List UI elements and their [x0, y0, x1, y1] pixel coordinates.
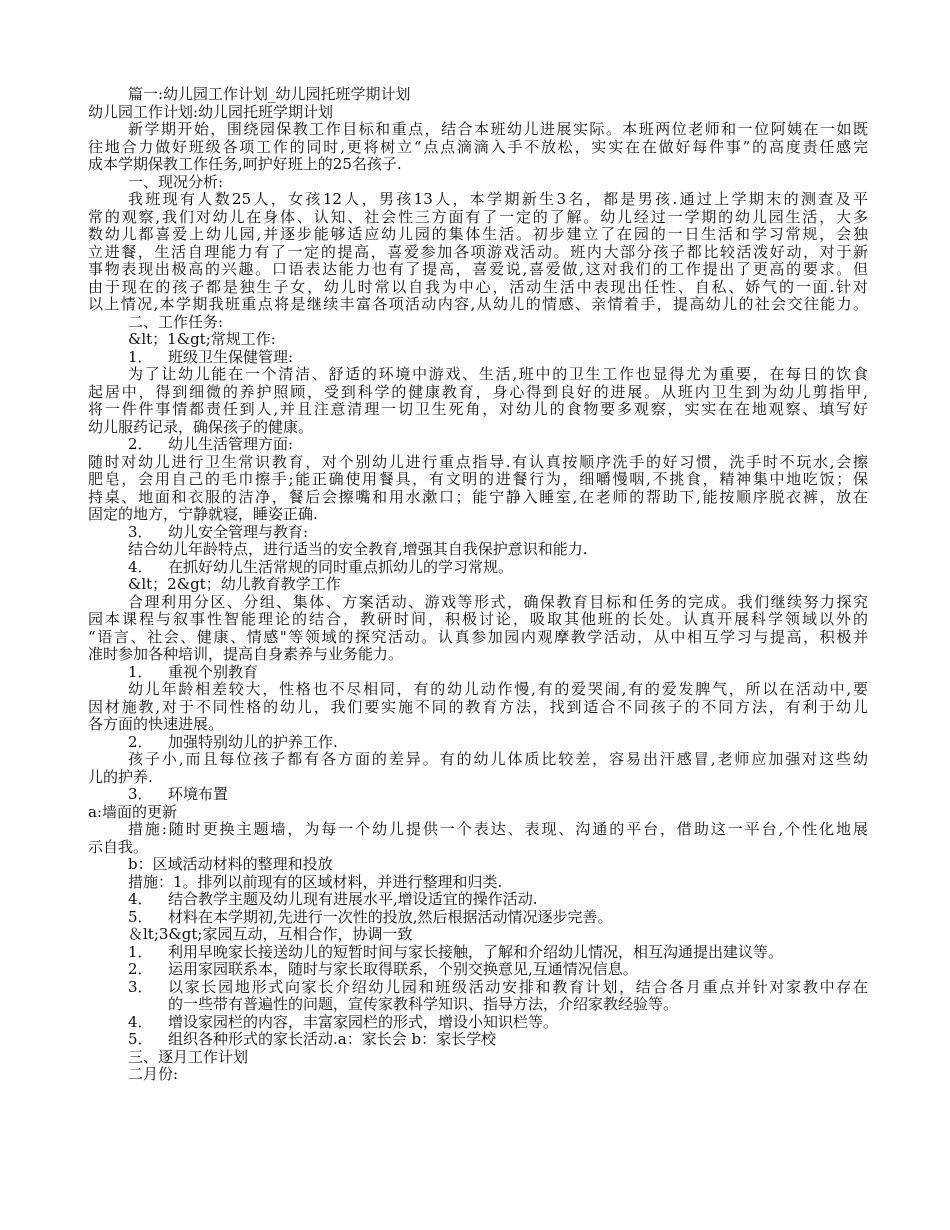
text-line [88, 716, 868, 734]
text-line [88, 611, 868, 629]
text-line [88, 86, 868, 104]
line-text: 的一些带有普遍性的问题，宣传家教科学知识、指导方法，介绍家教经验等。 [168, 995, 679, 1013]
list-number: 5． [128, 907, 153, 926]
list-number: 4． [128, 557, 153, 576]
text-line [88, 944, 868, 962]
text-line [88, 279, 868, 297]
list-number: 3． [128, 785, 153, 803]
line-text: 措施:随时更换主题墙，为每一个幼儿提供一个表达、表现、沟通的平台，借助这一平台,个性化地展 [128, 820, 868, 838]
line-text: 孩子小,而且每位孩子都有各方面的差异。有的幼儿体质比较差，容易出汗感冒,老师应加强对这些幼 [128, 750, 868, 768]
text-line [88, 471, 868, 489]
line-text: 一、现况分析: [128, 172, 224, 191]
text-line [88, 436, 868, 454]
text-line [88, 681, 868, 699]
line-text: 由于现在的孩子都是独生子女，幼儿时常以自我为中心，活动生活中表现出任性、自私、娇气的一面.针对 [88, 277, 868, 296]
text-line [88, 751, 868, 769]
text-line [88, 524, 868, 542]
line-text: 材料在本学期初,先进行一次性的投放,然后根据活动情况逐步完善。 [168, 907, 613, 926]
text-line [88, 961, 868, 979]
text-line [88, 559, 868, 577]
text-line [88, 244, 868, 262]
text-line [88, 226, 868, 244]
text-line [88, 804, 868, 822]
line-text: 三、逐月工作计划 [128, 1047, 249, 1066]
line-text: 二月份: [128, 1065, 179, 1083]
line-text: b：区域活动材料的整理和投放 [128, 855, 333, 873]
line-text: &lt；2&gt；幼儿教育教学工作 [128, 575, 341, 593]
text-line [88, 1014, 868, 1032]
line-text: 因材施教,对于不同性格的幼儿，我们要实施不同的教育方法，找到适合不同孩子的不同方法，有利于幼儿 [88, 697, 868, 716]
line-text: 各方面的快速进展。 [88, 715, 224, 733]
line-text: 固定的地方，宁静就寝，睡姿正确. [88, 505, 318, 523]
line-text: 幼儿年龄相差较大，性格也不尽相同，有的幼儿动作慢,有的爱哭闹,有的爱发脾气，所以在活动中,要 [128, 680, 868, 698]
text-line [88, 104, 868, 122]
text-line [88, 296, 868, 314]
line-text: “语言、社会、健康、情感"等领域的探究活动。认真参加园内观摩教学活动，从中相互学习与提高，积极并 [88, 627, 868, 646]
text-line [88, 856, 868, 874]
text-line [88, 629, 868, 647]
list-number: 3． [128, 522, 153, 541]
line-text: 随时对幼儿进行卫生常识教育，对个别幼儿进行重点指导.有认真按顺序洗手的好习惯，洗手时不玩水,会擦 [88, 452, 868, 471]
text-line [88, 1031, 868, 1049]
text-line [88, 646, 868, 664]
text-line [88, 786, 868, 804]
line-text: 增设家园栏的内容，丰富家园栏的形式，增设小知识栏等。 [168, 1012, 559, 1031]
text-line [88, 664, 868, 682]
text-line [88, 209, 868, 227]
text-line [88, 191, 868, 209]
text-line [88, 401, 868, 419]
line-text: ＆lt;3&gt;家园互动，互相合作，协调一致 [128, 925, 413, 943]
list-number: 5． [128, 1030, 153, 1048]
text-line [88, 594, 868, 612]
list-number: 2． [128, 960, 153, 978]
text-line [88, 384, 868, 402]
line-text: 利用早晚家长接送幼儿的短暂时间与家长接触，了解和介绍幼儿情况，相互沟通提出建议等。 [168, 942, 784, 961]
document-body [88, 86, 868, 1084]
text-line [88, 909, 868, 927]
line-text: 新学期开始，围绕园保教工作目标和重点，结合本班幼儿进展实际。本班两位老师和一位阿姨在一如既 [128, 120, 868, 138]
text-line [88, 699, 868, 717]
line-text: 立进餐，生活自理能力有了一定的提高，喜爱参加各项游戏活动。班内大部分孩子都比较活泼好动，对于新 [88, 242, 868, 261]
list-number: 3． [128, 977, 153, 996]
line-text: 结合幼儿年龄特点，进行适当的安全教育,增强其自我保护意识和能力. [128, 540, 588, 558]
list-number: 4． [128, 890, 153, 908]
list-number: 1． [128, 347, 153, 366]
line-text: 将一件件事情都责任到人,并且注意清理一切卫生死角，对幼儿的食物要多观察，实实在在地观察、填写好 [88, 400, 868, 418]
text-line [88, 734, 868, 752]
text-line [88, 261, 868, 279]
list-number: 1． [128, 662, 153, 681]
text-line [88, 1049, 868, 1067]
line-text: &lt；1&gt;常规工作: [128, 330, 276, 348]
text-line [88, 174, 868, 192]
line-text: 幼儿生活管理方面: [168, 435, 294, 453]
line-text: 结合教学主题及幼儿现有进展水平,增设适宜的操作活动. [168, 890, 538, 908]
line-text: 我班现有人数25人，女孩12人，男孩13人，本学期新生3名，都是男孩.通过上学期末的测查及平 [128, 190, 868, 208]
line-text: 加强特别幼儿的护养工作. [168, 732, 338, 751]
text-line [88, 489, 868, 507]
text-line [88, 576, 868, 594]
text-line [88, 156, 868, 174]
line-text: 合理利用分区、分组、集体、方案活动、游戏等形式，确保教育目标和任务的完成。我们继续努力探究 [128, 592, 868, 611]
line-text: 持桌、地面和衣服的洁净，餐后会擦嘴和用水漱口；能宁静入睡室,在老师的帮助下,能按顺序脱衣裤，放在 [88, 487, 868, 506]
text-line [88, 821, 868, 839]
list-number: 1． [128, 942, 153, 961]
text-line [88, 454, 868, 472]
line-text: 幼儿园工作计划:幼儿园托班学期计划 [88, 102, 334, 121]
line-text: a:墙面的更新 [88, 802, 177, 821]
line-text: 为了让幼儿能在一个清洁、舒适的环境中游戏、生活,班中的卫生工作也显得尤为重要，在每日的饮食 [128, 365, 868, 383]
list-number: 4． [128, 1012, 153, 1031]
line-text: 幼儿服药记录，确保孩子的健康。 [88, 417, 314, 436]
text-line [88, 891, 868, 909]
text-line [88, 121, 868, 139]
line-text: 往地合力做好班级各项工作的同时,更将树立“点点滴滴入手不放松，实实在在做好每件事”的高度责任感完 [88, 137, 868, 156]
text-line [88, 139, 868, 157]
text-line [88, 926, 868, 944]
text-line [88, 349, 868, 367]
line-text: 班级卫生保健管理: [168, 347, 294, 366]
line-text: 起居中，得到细微的养护照顾，受到科学的健康教育，身心得到良好的进展。从班内卫生到为幼儿剪指甲, [88, 382, 868, 401]
text-line [88, 314, 868, 332]
line-text: 重视个别教育 [168, 662, 259, 681]
line-text: 示自我。 [88, 837, 149, 856]
line-text: 篇一:幼儿园工作计划_幼儿园托班学期计划 [128, 85, 411, 103]
text-line [88, 419, 868, 437]
line-text: 二、工作任务: [128, 312, 224, 331]
line-text: 园本课程与叙事性智能理论的结合，教研时间，积极讨论，吸取其他班的长处。认真开展科学领域以外的 [88, 610, 868, 628]
line-text: 事物表现出极高的兴趣。口语表达能力也有了提高，喜爱说,喜爱做,这对我们的工作提出了更高的要求。但 [88, 260, 868, 278]
line-text: 幼儿安全管理与教育: [168, 522, 309, 541]
line-text: 在抓好幼儿生活常规的同时重点抓幼儿的学习常规。 [168, 557, 514, 576]
line-text: 运用家园联系本，随时与家长取得联系，个别交换意见,互通情况信息。 [168, 960, 638, 978]
text-line [88, 366, 868, 384]
list-number: 2． [128, 732, 153, 751]
text-line [88, 506, 868, 524]
text-line [88, 541, 868, 559]
line-text: 组织各种形式的家长活动.a：家长会 b：家长学校 [168, 1030, 497, 1048]
line-text: 常的观察,我们对幼儿在身体、认知、社会性三方面有了一定的了解。幼儿经过一学期的幼儿园生活，大多 [88, 207, 868, 226]
line-text: 数幼儿都喜爱上幼儿园,并逐步能够适应幼儿园的集体生活。初步建立了在园的一日生活和学习常规，会独 [88, 225, 868, 243]
text-line [88, 979, 868, 997]
text-line [88, 839, 868, 857]
text-line [88, 874, 868, 892]
text-line [88, 331, 868, 349]
line-text: 以上情况,本学期我班重点将是继续丰富各项活动内容,从幼儿的情感、亲情着手，提高幼儿的社会交往能力。 [88, 295, 868, 313]
text-line [88, 769, 868, 787]
line-text: 肥皂，会用自己的毛巾擦手;能正确使用餐具，有文明的进餐行为，细嚼慢咽,不挑食，精神集中地吃饭；保 [88, 470, 868, 488]
line-text: 环境布置 [168, 785, 229, 803]
line-text: 准时参加各种培训，提高自身素养与业务能力。 [88, 645, 404, 663]
text-line [88, 1066, 868, 1084]
text-line [88, 996, 868, 1014]
list-number: 2． [128, 435, 153, 453]
line-text: 以家长园地形式向家长介绍幼儿园和班级活动安排和教育计划，结合各月重点并针对家教中存在 [168, 977, 868, 996]
line-text: 成本学期保教工作任务,呵护好班上的25名孩子. [88, 155, 402, 173]
line-text: 措施：1。排列以前现有的区域材料，并进行整理和归类. [128, 872, 503, 891]
line-text: 儿的护养. [88, 767, 153, 786]
